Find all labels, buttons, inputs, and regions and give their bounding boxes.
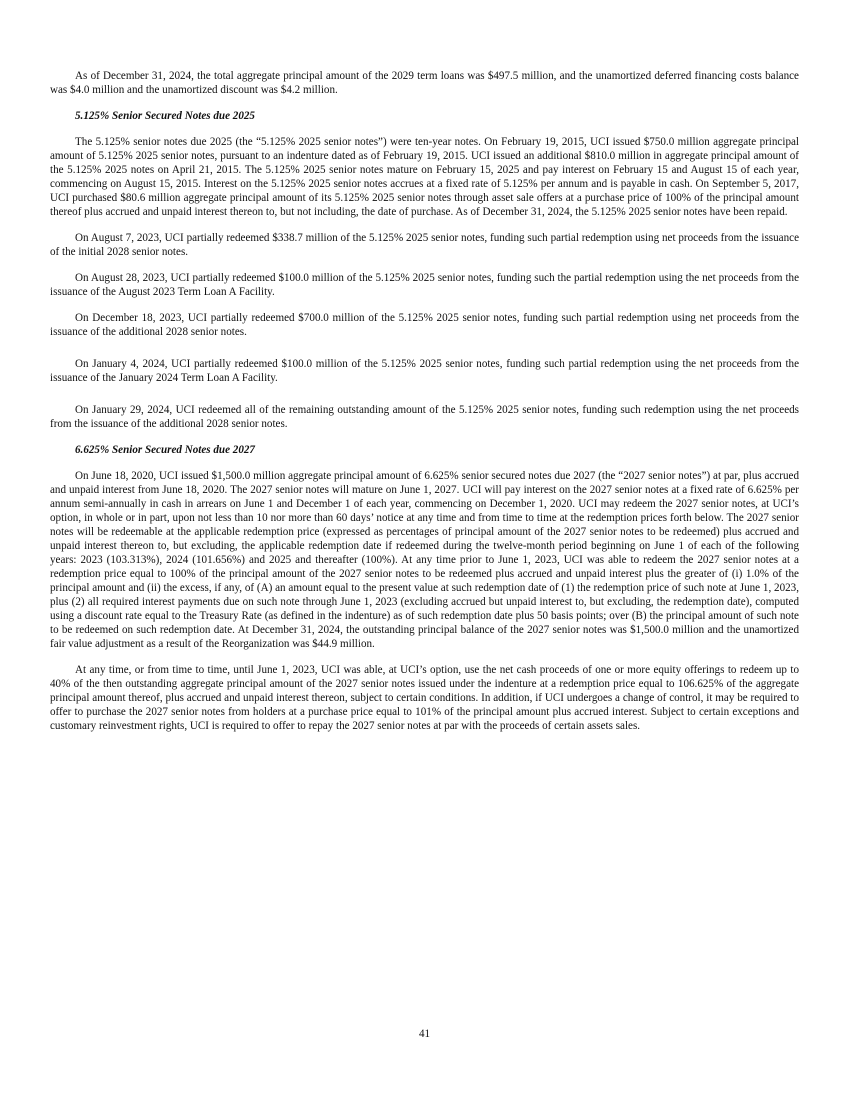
paragraph-redemption-jan-4-2024: On January 4, 2024, UCI partially redeemed $100.0 million of the 5.125% 2025 senior notes, funding such partial redemption using the net proceeds from the issuance of the January 2024 Term Loan A Facility. xyxy=(50,358,799,384)
heading-notes-2027: 6.625% Senior Secured Notes due 2027 xyxy=(75,444,255,456)
paragraph-term-loans-2029: As of December 31, 2024, the total aggregate principal amount of the 2029 term loans was $497.5 million, and the unamortized deferred financing costs balance was $4.0 million and the unamortized discount was $4.2 million. xyxy=(50,70,799,96)
paragraph-notes-2025-overview: The 5.125% senior notes due 2025 (the “5.125% 2025 senior notes”) were ten-year notes. On February 19, 2015, UCI issued $750.0 million aggregate principal amount of 5.125% 2025 senior notes, pursuant to an indenture dated as of February 19, 2015. UCI issued an additional $810.0 million in aggregate principal amount of the 5.125% 2025 notes on April 21, 2015. The 5.125% 2025 senior notes mature on February 15, 2025 and pay interest on February 15 and August 15 of each year, commencing on August 15, 2015. Interest on the 5.125% 2025 senior notes accrues at a fixed rate of 5.125% per annum and is payable in cash. On September 5, 2017, UCI purchased $80.6 million aggregate principal amount of its 5.125% 2025 senior notes through asset sale offers at a purchase price of 100% of the principal amount thereof plus accrued and unpaid interest thereon to, but not including, the date of purchase. As of December 31, 2024, the 5.125% 2025 senior notes have been repaid. xyxy=(50,136,799,218)
paragraph-notes-2027-overview: On June 18, 2020, UCI issued $1,500.0 million aggregate principal amount of 6.625% senior secured notes due 2027 (the “2027 senior notes”) at par, plus accrued and unpaid interest from June 18, 2020. The 2027 senior notes will mature on June 1, 2027. UCI will pay interest on the 2027 senior notes at a fixed rate of 6.625% per annum semi-annually in cash in arrears on June 1 and December 1 of each year, commencing on December 1, 2020. UCI may redeem the 2027 senior notes, at UCI’s option, in whole or in part, upon not less than 10 nor more than 60 days’ notice at any time and from time to time at the redemption prices forth below. The 2027 senior notes will be redeemable at the applicable redemption price (expressed as percentages of principal amount of the 2027 senior notes to be redeemed) plus accrued and unpaid interest thereon to, but excluding, the applicable redemption date if redeemed during the twelve-month period beginning on June 1 of each of the following years: 2023 (103.313%), 2024 (101.656%) and 2025 and thereafter (100%). At any time prior to June 1, 2023, UCI was able to redeem the 2027 senior notes at a redemption price equal to 100% of the principal amount of the 2027 senior notes to be redeemed plus accrued and unpaid interest plus the greater of (i) 1.0% of the principal amount and (ii) the excess, if any, of (A) an amount equal to the present value at such redemption date of (1) the redemption price of such note at June 1, 2023, plus (2) all required interest payments due on such note through June 1, 2023 (excluding accrued but unpaid interest to, but excluding, the redemption date), computed using a discount rate equal to the Treasury Rate (as defined in the indenture) as of such redemption date plus 50 basis points; over (B) the principal amount of such note to be redeemed on such redemption date. At December 31, 2024, the outstanding principal balance of the 2027 senior notes was $1,500.0 million and the unamortized fair value adjustment as a result of the Reorganization was $44.9 million. xyxy=(50,470,799,650)
paragraph-redemption-jan-29-2024: On January 29, 2024, UCI redeemed all of the remaining outstanding amount of the 5.125% 2025 senior notes, funding such redemption using the net proceeds from the issuance of the additional 2028 senior notes. xyxy=(50,404,799,430)
paragraph-notes-2027-equity-offerings: At any time, or from time to time, until June 1, 2023, UCI was able, at UCI’s option, use the net cash proceeds of one or more equity offerings to redeem up to 40% of the then outstanding aggregate principal amount of the 2027 senior notes issued under the indenture at a redemption price equal to 106.625% of the aggregate principal amount thereof, plus accrued and unpaid interest thereon, subject to certain conditions. In addition, if UCI undergoes a change of control, it may be required to offer to purchase the 2027 senior notes from holders at a purchase price equal to 101% of the principal amount plus accrued interest. Subject to certain exceptions and customary reinvestment rights, UCI is required to offer to repay the 2027 senior notes at par with the proceeds of certain assets sales. xyxy=(50,664,799,732)
heading-notes-2025: 5.125% Senior Secured Notes due 2025 xyxy=(75,110,255,122)
paragraph-redemption-aug-28-2023: On August 28, 2023, UCI partially redeemed $100.0 million of the 5.125% 2025 senior notes, funding such the partial redemption using the net proceeds from the issuance of the August 2023 Term Loan A Facility. xyxy=(50,272,799,298)
paragraph-redemption-aug-7-2023: On August 7, 2023, UCI partially redeemed $338.7 million of the 5.125% 2025 senior notes, funding such partial redemption using net proceeds from the issuance of the initial 2028 senior notes. xyxy=(50,232,799,258)
document-page xyxy=(50,69,799,745)
paragraph-redemption-dec-18-2023: On December 18, 2023, UCI partially redeemed $700.0 million of the 5.125% 2025 senior notes, funding such partial redemption using net proceeds from the issuance of the additional 2028 senior notes. xyxy=(50,312,799,338)
page-number: 41 xyxy=(418,1028,431,1040)
